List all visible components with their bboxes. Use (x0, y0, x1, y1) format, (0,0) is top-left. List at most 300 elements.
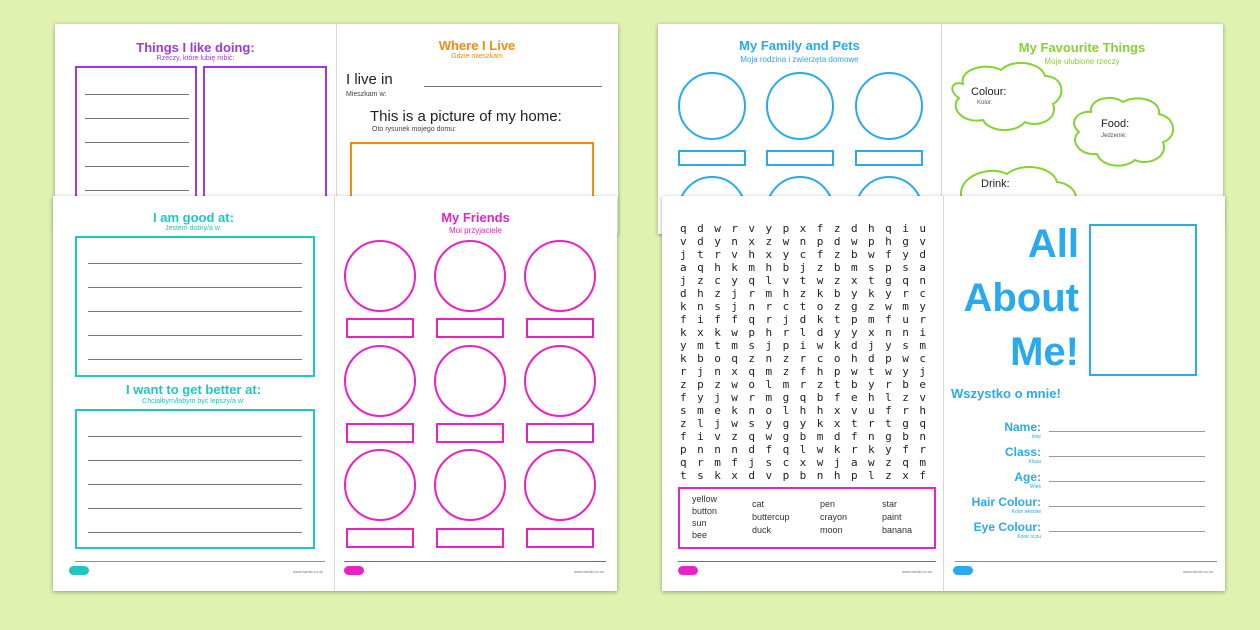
word-search-letter: z (885, 469, 892, 482)
word-search-letter: h (714, 261, 721, 274)
word-search-letter: m (714, 456, 721, 469)
logo-icon (69, 566, 89, 575)
word-list-item: buttercup (752, 512, 790, 522)
word-search-letter: y (868, 378, 875, 391)
word-search-letter: p (868, 235, 875, 248)
word-search-letter: z (868, 300, 875, 313)
word-search-letter: s (748, 417, 755, 430)
word-search-letter: u (902, 313, 909, 326)
word-search-letter: c (714, 274, 721, 287)
word-search-letter: x (731, 365, 738, 378)
word-search-letter: c (919, 352, 926, 365)
friend-name-box (346, 528, 414, 548)
word-search-letter: h (833, 469, 841, 482)
word-search-letter: t (697, 248, 704, 261)
page-subtitle: Rzeczy, które lubię robić: (156, 55, 235, 62)
field-line (1049, 531, 1205, 532)
word-search-row (680, 469, 926, 482)
word-search-letter: u (868, 404, 875, 417)
word-search-letter: k (731, 261, 738, 274)
word-search-letter: d (697, 235, 704, 248)
word-search-letter: q (680, 222, 687, 235)
word-search-letter: n (748, 300, 755, 313)
word-search-letter: l (765, 378, 773, 391)
word-search-row (680, 456, 926, 469)
word-search-letter: d (833, 430, 841, 443)
word-search-letter: y (833, 326, 841, 339)
word-search-letter: t (833, 378, 841, 391)
word-search-letter: q (902, 456, 909, 469)
word-search-letter: f (731, 313, 738, 326)
word-search-letter: y (902, 248, 909, 261)
word-search-letter: f (885, 404, 892, 417)
field-sublabel: Wiek (1029, 484, 1041, 490)
word-search-letter: x (850, 274, 858, 287)
word-search-letter: n (765, 352, 773, 365)
word-search-letter: v (850, 404, 858, 417)
word-search-letter: n (731, 443, 738, 456)
better-title: I want to get better at: (125, 382, 262, 397)
field-line (1049, 431, 1205, 432)
word-search-letter: n (885, 326, 892, 339)
word-list-item: star (882, 499, 898, 509)
word-search-letter: v (714, 430, 721, 443)
word-search-letter: t (885, 417, 892, 430)
word-search-letter: f (816, 248, 824, 261)
word-list-item: cat (752, 499, 765, 509)
word-search-letter: r (919, 443, 926, 456)
word-search-letter: w (714, 222, 721, 235)
field-label: Name: (1004, 420, 1041, 434)
word-search-letter: b (799, 430, 807, 443)
word-search-row (680, 352, 926, 365)
friend-circle (344, 345, 416, 417)
word-search-letter: k (833, 339, 841, 352)
word-search-letter: r (799, 352, 807, 365)
word-search-letter: s (868, 261, 875, 274)
friend-name-box (526, 423, 594, 443)
word-search-letter: g (782, 391, 790, 404)
live-in-label: I live in (346, 71, 393, 88)
word-search-letter: n (919, 274, 926, 287)
word-search-letter: v (782, 274, 790, 287)
page-subtitle: Gdzie mieszkam (451, 53, 503, 60)
word-search-letter: p (697, 378, 704, 391)
word-search-letter: d (833, 235, 841, 248)
word-search-letter: d (919, 248, 926, 261)
word-search-letter: f (765, 443, 773, 456)
word-search-letter: y (885, 443, 892, 456)
word-search-letter: d (748, 469, 755, 482)
word-search-row (680, 222, 926, 235)
word-search-letter: f (885, 248, 892, 261)
word-search-letter: q (748, 313, 755, 326)
word-search-letter: w (731, 378, 738, 391)
word-search-letter: m (850, 261, 858, 274)
friend-name-box (436, 423, 504, 443)
word-search-letter: c (782, 456, 790, 469)
word-search-grid (680, 222, 926, 482)
word-search-letter: m (919, 456, 926, 469)
word-search-letter: n (714, 443, 721, 456)
word-search-letter: h (765, 261, 773, 274)
friend-circle (524, 240, 596, 312)
word-search-letter: j (782, 313, 790, 326)
word-search-letter: w (816, 339, 824, 352)
field-sublabel: Klasa (1028, 459, 1041, 465)
colour-sublabel: Kolor: (977, 100, 993, 106)
word-search-letter: t (799, 274, 807, 287)
word-search-letter: l (868, 469, 875, 482)
word-search-letter: x (748, 235, 755, 248)
word-search-letter: n (816, 469, 824, 482)
word-search-letter: d (697, 222, 704, 235)
word-search-letter: h (765, 326, 773, 339)
word-search-letter: t (799, 300, 807, 313)
word-search-letter: m (902, 300, 909, 313)
word-search-letter: r (902, 287, 909, 300)
friend-circle (344, 240, 416, 312)
word-search-letter: p (782, 222, 790, 235)
word-search-letter: r (885, 378, 892, 391)
word-search-letter: w (782, 235, 790, 248)
word-search-letter: c (782, 300, 790, 313)
word-search-row (680, 404, 926, 417)
word-search-letter: r (868, 417, 875, 430)
word-search-letter: r (680, 365, 687, 378)
word-search-letter: j (919, 365, 926, 378)
word-search-letter: q (731, 352, 738, 365)
word-search-letter: b (902, 430, 909, 443)
friend-circle (434, 449, 506, 521)
word-search-letter: k (868, 443, 875, 456)
word-search-letter: b (697, 352, 704, 365)
logo-icon (678, 566, 698, 575)
page-good-at: I am good at: Jestem dobry/a w: I want to get better at: Chciałbym/łabym być lepszy/a w: www.twinkl.co.uk (53, 196, 335, 591)
friend-name-box (436, 528, 504, 548)
word-search-letter: d (799, 313, 807, 326)
word-search-letter: t (868, 274, 875, 287)
friend-name-box (526, 528, 594, 548)
word-search-letter: s (680, 404, 687, 417)
word-search-row (680, 326, 926, 339)
word-search-letter: v (680, 235, 687, 248)
word-search-letter: b (816, 391, 824, 404)
word-search-letter: r (765, 300, 773, 313)
word-search-letter: r (782, 326, 790, 339)
word-search-letter: j (714, 391, 721, 404)
friend-name-box (436, 318, 504, 338)
word-search-letter: r (765, 313, 773, 326)
word-search-letter: t (714, 339, 721, 352)
word-search-letter: z (833, 222, 841, 235)
word-search-letter: p (833, 365, 841, 378)
word-search-letter: n (902, 326, 909, 339)
word-search-letter: j (731, 300, 738, 313)
word-search-letter: s (902, 339, 909, 352)
word-search-letter: b (799, 469, 807, 482)
word-search-letter: f (885, 313, 892, 326)
word-search-letter: r (799, 378, 807, 391)
word-search-letter: d (868, 352, 875, 365)
word-list-item: pen (820, 499, 836, 509)
word-search-letter: p (782, 469, 790, 482)
word-search-letter: i (697, 430, 704, 443)
word-search-letter: g (902, 417, 909, 430)
word-list-item: banana (882, 525, 913, 535)
field-label: Class: (1004, 445, 1041, 459)
word-search-letter: s (697, 469, 704, 482)
word-search-letter: x (833, 417, 841, 430)
word-search-letter: w (731, 417, 738, 430)
food-sublabel: Jedzenie: (1101, 133, 1127, 139)
cover-title-line2: About (963, 276, 1079, 320)
word-search-letter: j (799, 261, 807, 274)
word-search-letter: l (697, 417, 704, 430)
word-search-letter: m (697, 339, 704, 352)
better-at-box (75, 409, 315, 549)
word-search-letter: t (680, 469, 687, 482)
word-search-letter: g (850, 300, 858, 313)
word-search-row (680, 300, 926, 313)
word-search-letter: m (919, 339, 926, 352)
word-search-letter: h (816, 365, 824, 378)
word-search-letter: v (765, 469, 773, 482)
logo-icon (953, 566, 973, 575)
word-search-letter: p (850, 313, 858, 326)
good-at-box (75, 236, 315, 377)
word-search-letter: r (697, 456, 704, 469)
page-subtitle: Jestem dobry/a w: (165, 225, 222, 232)
field-line (1049, 506, 1205, 507)
word-search-letter: r (850, 443, 858, 456)
word-search-row (680, 365, 926, 378)
word-search-letter: f (816, 222, 824, 235)
page-title: My Family and Pets (739, 38, 860, 53)
page-subtitle: Moja rodzina i zwierzęta domowe (740, 55, 859, 64)
friend-circle (434, 345, 506, 417)
word-search-letter: f (714, 313, 721, 326)
word-search-letter: p (885, 261, 892, 274)
word-search-letter: v (919, 391, 926, 404)
word-search-letter: n (697, 300, 704, 313)
word-search-letter: z (680, 417, 687, 430)
word-search-letter: j (868, 339, 875, 352)
word-search-letter: q (919, 417, 926, 430)
word-search-letter: x (868, 326, 875, 339)
word-search-letter: y (885, 339, 892, 352)
friend-circle (434, 240, 506, 312)
word-search-letter: n (697, 443, 704, 456)
word-search-row (680, 287, 926, 300)
name-box (855, 150, 923, 166)
word-search-letter: x (799, 222, 807, 235)
word-search-letter: j (731, 287, 738, 300)
word-search-letter: c (816, 352, 824, 365)
word-search-letter: m (816, 430, 824, 443)
word-search-letter: w (816, 443, 824, 456)
word-list-item: moon (820, 525, 843, 535)
word-search-letter: f (919, 469, 926, 482)
word-search-letter: y (697, 391, 704, 404)
word-search-letter: r (919, 313, 926, 326)
word-search-letter: i (919, 326, 926, 339)
word-search-letter: p (782, 339, 790, 352)
word-search-letter: w (868, 456, 875, 469)
word-search-letter: b (850, 378, 858, 391)
word-search-letter: z (748, 352, 755, 365)
food-label: Food: (1101, 118, 1130, 130)
word-search-letter: k (816, 313, 824, 326)
word-search-letter: m (748, 261, 755, 274)
word-search-letter: b (782, 261, 790, 274)
word-search-letter: y (765, 222, 773, 235)
cover-title-line1: All (1027, 222, 1079, 266)
word-search-letter: n (748, 404, 755, 417)
drink-label: Drink: (981, 178, 1010, 190)
word-search-letter: h (885, 235, 892, 248)
word-search-letter: y (714, 235, 721, 248)
page-word-search: q d w r v y p x f z d h q i u v d y n x z w n p d w p h g v j t r v h x y c f z b w f y d a q h k m h b j z b m s p s a j z c y q l v t w z x t g q n d h z j r m h z k b y k y r c k n s j n r c t o z g z w m y f i f f q r j d k t p m f u r k x k w p h r l d y y x n n i y m t m s j p i w k d j y s m k b o q z n z r c o h d p w c r j n x q m z f h p w t w y j z p z w o l m r z t b y r b e f y j w r m g q b f e h l z v s m e k n o l h h x v u f r h z l j w s y g y k x t r t g q f i v z q w g b m d f n g b n p n n n d f q l w k r k y f r q r m f j s c x w j a w z q m t s k x d v p b n h p l z x f yellow button sun bee cat buttercup duck pen crayon moon star paint banana www.twinkl.co.uk (662, 196, 944, 591)
word-search-letter: b (833, 261, 841, 274)
word-search-letter: m (765, 365, 773, 378)
word-search-letter: z (680, 378, 687, 391)
word-search-letter: f (833, 391, 841, 404)
word-search-letter: e (919, 378, 926, 391)
word-search-letter: b (902, 378, 909, 391)
photo-circle (678, 72, 746, 140)
page-subtitle: Moje ulubione rzeczy (1044, 57, 1120, 66)
word-search-letter: k (833, 443, 841, 456)
field-line (1049, 456, 1205, 457)
word-search-row (680, 248, 926, 261)
word-search-letter: c (799, 248, 807, 261)
word-search-letter: f (680, 391, 687, 404)
word-search-letter: t (833, 313, 841, 326)
word-search-letter: d (816, 326, 824, 339)
page-title: Things I like doing: (136, 40, 255, 55)
word-search-letter: k (680, 352, 687, 365)
word-search-letter: a (919, 261, 926, 274)
word-search-letter: w (868, 248, 875, 261)
word-search-letter: w (731, 326, 738, 339)
word-search-letter: x (765, 248, 773, 261)
worksheet-front-right (662, 196, 1225, 591)
page-subtitle: Moi przyjaciele (449, 226, 502, 235)
word-search-letter: o (816, 300, 824, 313)
colour-label: Colour: (971, 86, 1007, 98)
word-search-letter: r (731, 222, 738, 235)
word-search-letter: y (765, 417, 773, 430)
word-search-letter: l (782, 404, 790, 417)
word-search-letter: k (816, 287, 824, 300)
word-search-letter: l (799, 326, 807, 339)
friend-circle (524, 449, 596, 521)
word-search-letter: w (850, 365, 858, 378)
friend-circle (524, 345, 596, 417)
name-box (678, 150, 746, 166)
word-search-letter: z (714, 287, 721, 300)
word-search-letter: e (850, 391, 858, 404)
word-search-letter: q (748, 274, 755, 287)
word-search-letter: r (902, 404, 909, 417)
word-search-letter: d (850, 222, 858, 235)
word-search-letter: h (697, 287, 704, 300)
live-in-sublabel: Mieszkam w: (346, 91, 387, 98)
word-search-letter: r (748, 287, 755, 300)
photo-circle (766, 72, 834, 140)
field-label: Hair Colour: (971, 495, 1041, 509)
word-search-letter: h (816, 404, 824, 417)
word-search-letter: g (885, 430, 892, 443)
word-search-letter: k (816, 417, 824, 430)
field-sublabel: Kolor oczu (1017, 534, 1041, 540)
word-search-letter: z (697, 274, 704, 287)
word-search-letter: y (731, 274, 738, 287)
word-search-letter: v (919, 235, 926, 248)
word-search-letter: h (799, 404, 807, 417)
better-subtitle: Chciałbym/łabym być lepszy/a w: (142, 398, 245, 405)
word-search-letter: t (850, 417, 858, 430)
word-search-letter: z (833, 274, 841, 287)
word-search-letter: d (748, 443, 755, 456)
word-search-letter: o (748, 378, 755, 391)
word-search-letter: p (816, 235, 824, 248)
portrait-box (1089, 224, 1197, 376)
word-search-letter: x (902, 469, 909, 482)
word-search-letter: f (902, 443, 909, 456)
word-search-letter: y (850, 287, 858, 300)
word-search-letter: p (680, 443, 687, 456)
word-search-letter: o (765, 404, 773, 417)
word-search-row (680, 417, 926, 430)
word-search-letter: g (885, 274, 892, 287)
word-search-letter: s (714, 300, 721, 313)
page-title: Where I Live (438, 38, 516, 53)
name-box (766, 150, 834, 166)
word-search-letter: w (902, 352, 909, 365)
word-search-letter: x (697, 326, 704, 339)
word-search-letter: p (748, 326, 755, 339)
word-search-letter: f (680, 430, 687, 443)
word-search-letter: z (782, 365, 790, 378)
worksheet-front-left (53, 196, 617, 591)
word-search-letter: z (833, 248, 841, 261)
word-search-row (680, 274, 926, 287)
page-title: My Favourite Things (1018, 40, 1146, 55)
word-search-letter: y (799, 417, 807, 430)
word-search-letter: n (714, 365, 721, 378)
word-search-letter: x (799, 456, 807, 469)
word-search-letter: m (731, 339, 738, 352)
word-search-letter: y (782, 248, 790, 261)
word-search-letter: z (714, 378, 721, 391)
word-search-letter: l (885, 391, 892, 404)
word-search-letter: t (868, 365, 875, 378)
field-label: Age: (1014, 470, 1041, 484)
word-search-letter: a (680, 261, 687, 274)
word-search-letter: m (765, 391, 773, 404)
word-search-letter: z (902, 391, 909, 404)
word-search-row (680, 235, 926, 248)
word-search-row (680, 339, 926, 352)
word-search-letter: c (919, 287, 926, 300)
cover-title-line3: Me! (1010, 330, 1079, 374)
page-my-friends: My Friends Moi przyjaciele www.twinkl.co.uk (334, 196, 617, 591)
word-search-row (680, 378, 926, 391)
word-search-row (680, 313, 926, 326)
word-search-letter: r (714, 248, 721, 261)
